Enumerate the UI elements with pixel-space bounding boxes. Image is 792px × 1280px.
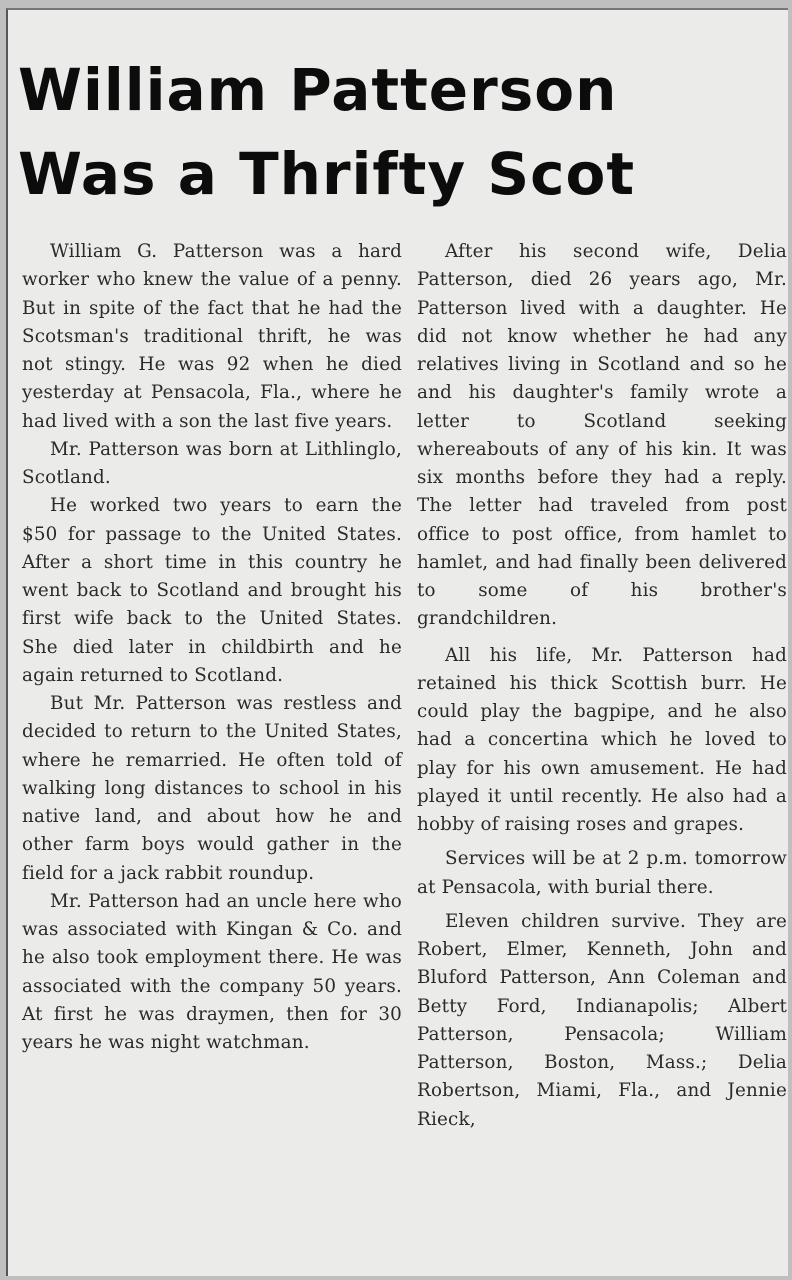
headline-line-1: William Patterson: [18, 56, 618, 124]
paragraph: After his second wife, Delia Patterson, died 26 years ago, Mr. Patterson lived with a daughter. He did not know whether he had any relatives living in Scotland and so he and his daughter's family wrote a letter to Scotland seeking whereabouts of any of his kin. It was six months before they had a reply. The letter had traveled from post office to post office, from hamlet to hamlet, and had finally been delivered to some of his brother's grandchildren.: [417, 241, 787, 630]
paragraph: But Mr. Patterson was restless and decided to return to the United States, where he remarried. He often told of walking long distances to school in his native land, and about how he and other farm boys would gather in the field for a jack rabbit roundup.: [22, 693, 402, 884]
paragraph: Mr. Patterson had an uncle here who was associated with Kingan & Co. and he also took employment there. He was associated with the company 50 years. At first he was draymen, then for 30 years he was night watchman.: [22, 890, 402, 1053]
paragraph: William G. Patterson was a hard worker who knew the value of a penny. But in spite of the fact that he had the Scotsman's traditional thrift, he was not stingy. He was 92 when he died yesterday at Pensacola, Fla., where he had lived with a son the last five years.: [22, 241, 402, 432]
paragraph: Eleven children survive. They are Robert, Elmer, Kenneth, John and Bluford Patterson, Ann Coleman and Betty Ford, Indianapolis; Albert Patterson, Pensacola; William Patterson, Boston, Mass.; Delia Robertson, Miami, Fla., and Jennie Rieck,: [417, 910, 787, 1130]
article-column-right: [417, 238, 787, 1140]
paragraph: Mr. Patterson was born at Lithlinglo, Scotland.: [22, 438, 402, 488]
article-column-left: [22, 238, 402, 1057]
newspaper-clipping: [6, 8, 788, 1276]
headline: [18, 48, 778, 216]
headline-line-2: Was a Thrifty Scot: [18, 140, 636, 208]
paragraph: All his life, Mr. Patterson had retained his thick Scottish burr. He could play the bagpipe, and he also had a concertina which he loved to play for his own amusement. He had played it until recently. He also had a hobby of raising roses and grapes.: [417, 644, 787, 835]
paragraph: Services will be at 2 p.m. tomorrow at Pensacola, with burial there.: [417, 848, 787, 898]
paragraph: He worked two years to earn the $50 for passage to the United States. After a short time in this country he went back to Scotland and brought his first wife back to the United States. She died later in childbirth and he again returned to Scotland.: [22, 495, 402, 686]
